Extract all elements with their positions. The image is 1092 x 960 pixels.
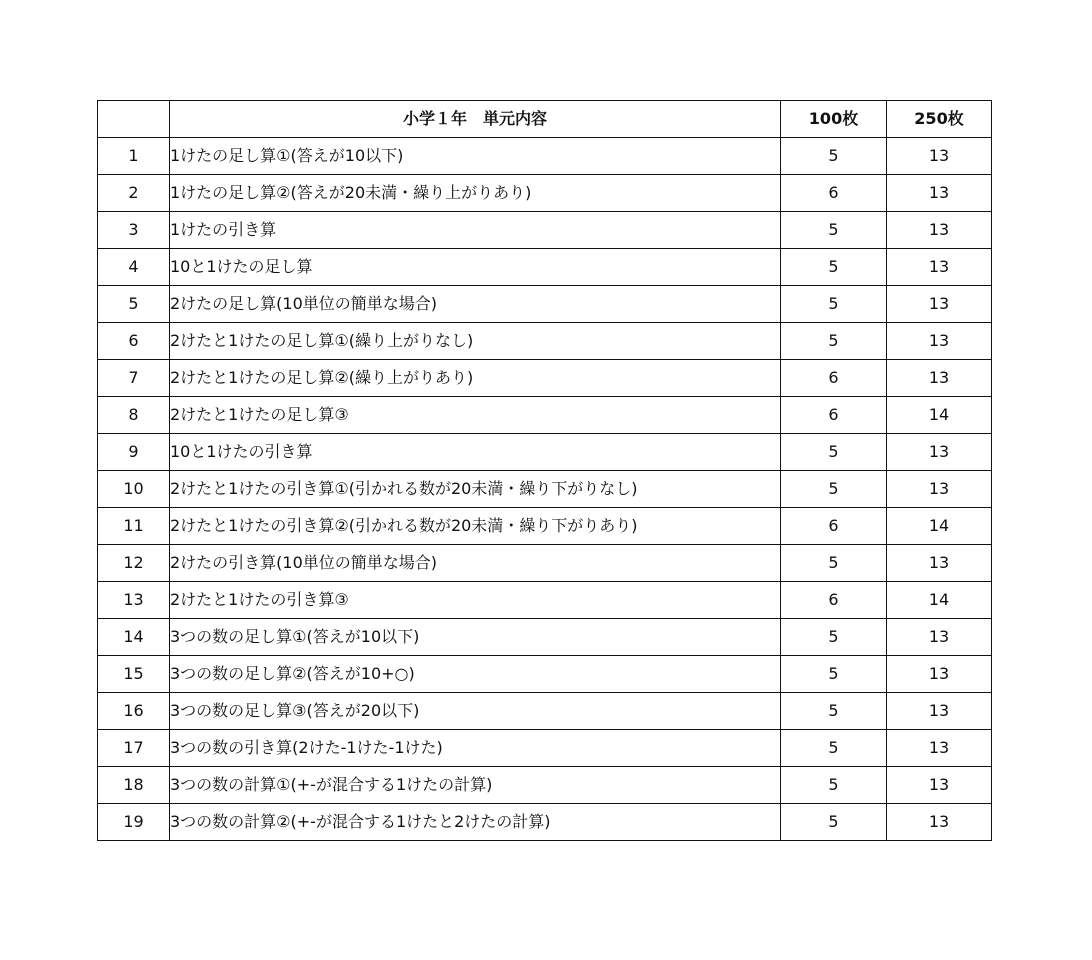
unit-title: 2けたと1けたの引き算①(引かれる数が20未満・繰り下がりなし) [170,471,781,508]
count-100: 5 [781,212,887,249]
count-100: 6 [781,175,887,212]
table-row [98,693,992,730]
count-100: 5 [781,656,887,693]
row-number: 6 [98,323,170,360]
row-number: 18 [98,767,170,804]
count-100: 6 [781,360,887,397]
unit-title: 2けたと1けたの足し算①(繰り上がりなし) [170,323,781,360]
count-250: 13 [887,693,992,730]
count-100: 6 [781,397,887,434]
header-100-sheets: 100枚 [781,101,887,138]
count-250: 13 [887,323,992,360]
unit-title: 10と1けたの引き算 [170,434,781,471]
count-250: 13 [887,545,992,582]
row-number: 3 [98,212,170,249]
header-250-sheets: 250枚 [887,101,992,138]
header-number [98,101,170,138]
row-number: 5 [98,286,170,323]
count-100: 5 [781,138,887,175]
unit-title: 3つの数の計算②(+-が混合する1けたと2けたの計算) [170,804,781,841]
row-number: 13 [98,582,170,619]
unit-table [97,100,992,841]
table-row [98,508,992,545]
table-row [98,619,992,656]
header-row [98,101,992,138]
count-250: 13 [887,656,992,693]
unit-title: 2けたの引き算(10単位の簡単な場合) [170,545,781,582]
count-250: 13 [887,730,992,767]
row-number: 19 [98,804,170,841]
count-100: 5 [781,545,887,582]
row-number: 9 [98,434,170,471]
row-number: 12 [98,545,170,582]
row-number: 14 [98,619,170,656]
count-250: 13 [887,249,992,286]
table-row [98,175,992,212]
count-250: 14 [887,582,992,619]
table-row [98,545,992,582]
unit-title: 3つの数の足し算①(答えが10以下) [170,619,781,656]
unit-title: 1けたの足し算①(答えが10以下) [170,138,781,175]
table-row [98,397,992,434]
row-number: 4 [98,249,170,286]
count-250: 13 [887,138,992,175]
count-100: 5 [781,804,887,841]
row-number: 11 [98,508,170,545]
unit-title: 3つの数の計算①(+-が混合する1けたの計算) [170,767,781,804]
unit-title: 3つの数の引き算(2けた-1けた-1けた) [170,730,781,767]
count-250: 13 [887,434,992,471]
count-250: 14 [887,397,992,434]
table-row [98,730,992,767]
row-number: 15 [98,656,170,693]
count-100: 5 [781,619,887,656]
count-100: 5 [781,471,887,508]
unit-title: 3つの数の足し算②(答えが10+○) [170,656,781,693]
row-number: 2 [98,175,170,212]
table-body [98,138,992,841]
unit-title: 1けたの足し算②(答えが20未満・繰り上がりあり) [170,175,781,212]
row-number: 8 [98,397,170,434]
count-250: 14 [887,508,992,545]
table-row [98,360,992,397]
count-250: 13 [887,471,992,508]
table-row [98,656,992,693]
count-250: 13 [887,767,992,804]
count-100: 6 [781,508,887,545]
header-unit-content: 小学１年 単元内容 [170,101,781,138]
count-250: 13 [887,286,992,323]
count-250: 13 [887,804,992,841]
count-100: 6 [781,582,887,619]
count-250: 13 [887,175,992,212]
row-number: 10 [98,471,170,508]
count-100: 5 [781,693,887,730]
unit-title: 2けたの足し算(10単位の簡単な場合) [170,286,781,323]
count-100: 5 [781,730,887,767]
unit-title: 2けたと1けたの足し算③ [170,397,781,434]
unit-title: 2けたと1けたの足し算②(繰り上がりあり) [170,360,781,397]
table-row [98,471,992,508]
count-250: 13 [887,619,992,656]
table-row [98,286,992,323]
count-100: 5 [781,767,887,804]
row-number: 7 [98,360,170,397]
row-number: 1 [98,138,170,175]
table-row [98,804,992,841]
table-row [98,582,992,619]
table-row [98,212,992,249]
unit-title: 2けたと1けたの引き算②(引かれる数が20未満・繰り下がりあり) [170,508,781,545]
unit-title: 2けたと1けたの引き算③ [170,582,781,619]
count-250: 13 [887,212,992,249]
row-number: 17 [98,730,170,767]
count-100: 5 [781,434,887,471]
count-100: 5 [781,286,887,323]
table-row [98,323,992,360]
table-row [98,249,992,286]
table-row [98,434,992,471]
row-number: 16 [98,693,170,730]
count-250: 13 [887,360,992,397]
unit-title: 3つの数の足し算③(答えが20以下) [170,693,781,730]
unit-title: 1けたの引き算 [170,212,781,249]
count-100: 5 [781,323,887,360]
table-row [98,767,992,804]
count-100: 5 [781,249,887,286]
unit-title: 10と1けたの足し算 [170,249,781,286]
table-row [98,138,992,175]
